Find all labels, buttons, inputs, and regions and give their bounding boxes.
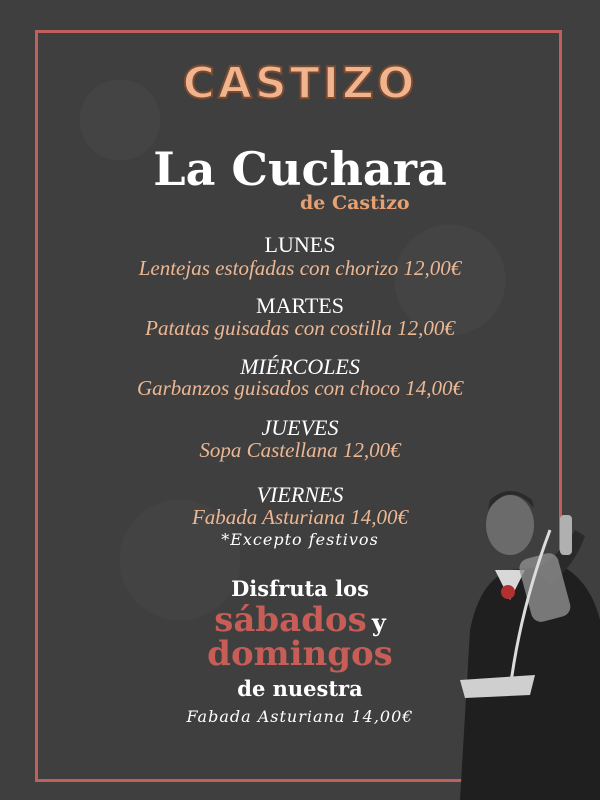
brand-logo: CASTIZO bbox=[182, 58, 418, 109]
holiday-note: *Excepto festivos bbox=[221, 530, 379, 549]
page-title: La Cuchara bbox=[153, 142, 447, 196]
day-thursday: JUEVES bbox=[261, 415, 339, 440]
promo-line-3: de nuestra bbox=[237, 676, 363, 701]
promo-line-1: Disfruta los bbox=[231, 576, 369, 601]
dish-tuesday: Patatas guisadas con costilla 12,00€ bbox=[145, 316, 455, 340]
promo-and: y bbox=[371, 608, 386, 637]
promo-sundays: domingos bbox=[207, 634, 393, 674]
day-tuesday: MARTES bbox=[256, 293, 344, 318]
dish-friday: Fabada Asturiana 14,00€ bbox=[191, 505, 409, 529]
day-wednesday: MIÉRCOLES bbox=[240, 354, 360, 379]
waiter-illustration bbox=[440, 470, 600, 800]
promo-saturdays: sábados bbox=[214, 600, 367, 640]
dish-thursday: Sopa Castellana 12,00€ bbox=[199, 438, 401, 462]
dish-monday: Lentejas estofadas con chorizo 12,00€ bbox=[138, 256, 462, 280]
page-subtitle: de Castizo bbox=[300, 192, 410, 214]
promo-special-dish: Fabada Asturiana 14,00€ bbox=[186, 707, 414, 726]
day-friday: VIERNES bbox=[256, 482, 344, 507]
dish-wednesday: Garbanzos guisados con choco 14,00€ bbox=[136, 376, 464, 400]
day-monday: LUNES bbox=[264, 232, 336, 257]
